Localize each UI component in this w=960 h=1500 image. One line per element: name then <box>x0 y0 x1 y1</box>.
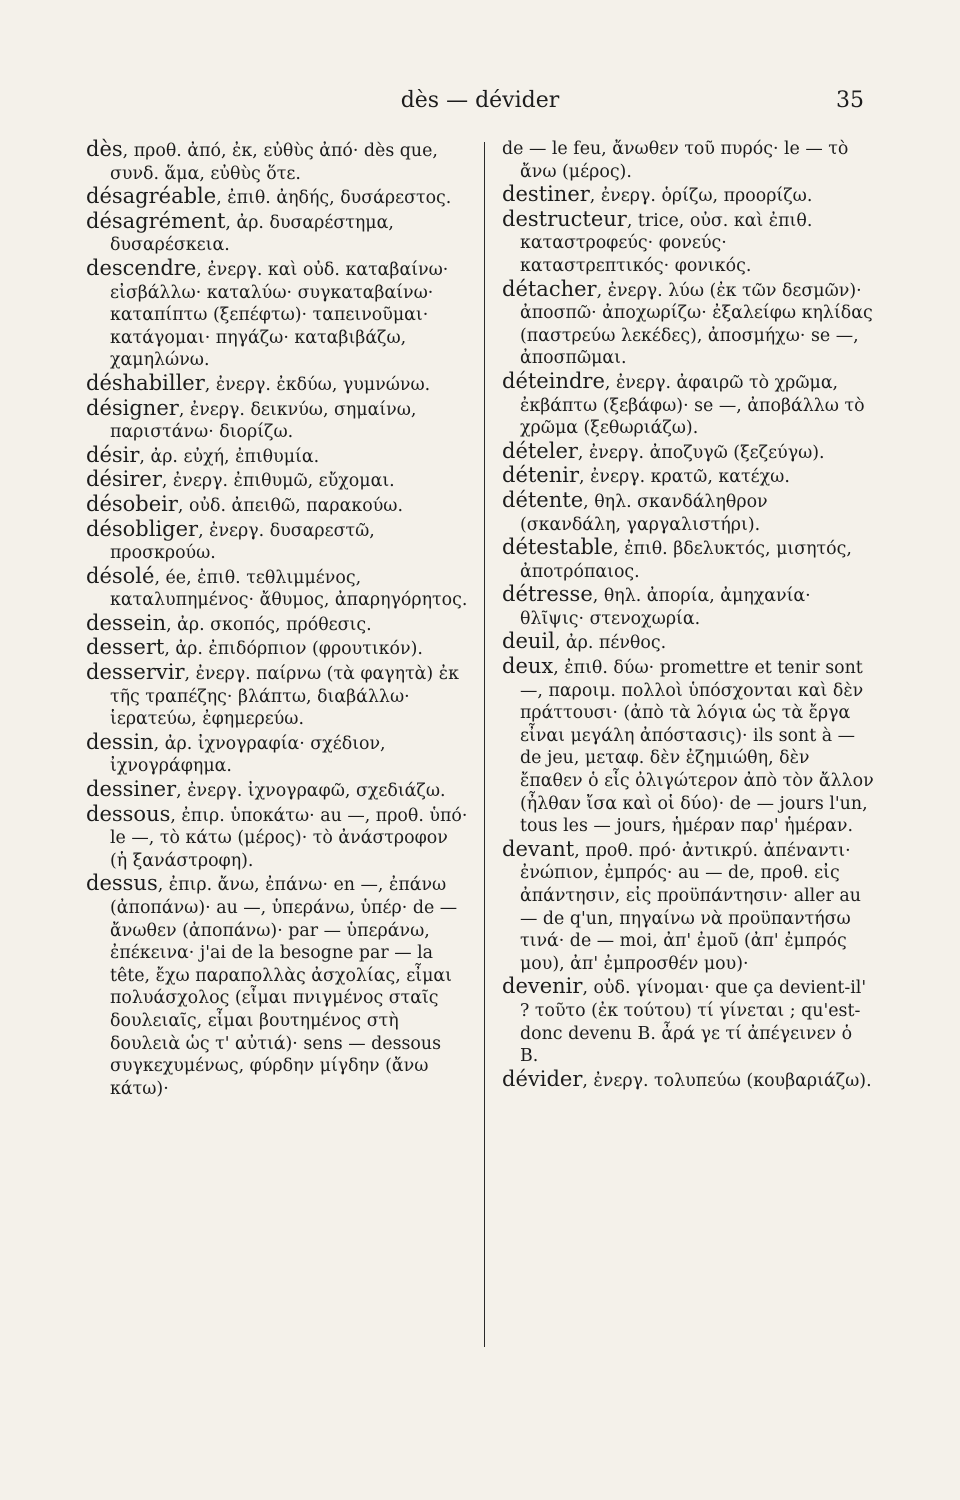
entry-headword: détacher <box>502 276 597 301</box>
entry-headword: dessein <box>86 610 167 635</box>
entry-headword: destiner <box>502 182 590 207</box>
entry-definition: , ἐνεργ. κρατῶ, κατέχω. <box>579 467 790 488</box>
entry-headword: desservir <box>86 660 185 685</box>
page-header <box>86 88 874 128</box>
dictionary-entry <box>86 778 468 803</box>
entry-headword: désobeir <box>86 491 178 516</box>
dictionary-entry <box>86 444 468 469</box>
entry-headword: dessus <box>86 871 158 896</box>
entry-headword: dessert <box>86 635 165 660</box>
running-title: dès — dévider <box>400 88 560 113</box>
dictionary-entry <box>502 464 874 489</box>
dictionary-entry <box>86 803 468 873</box>
dictionary-entry <box>502 489 874 536</box>
entry-headword: déteindre <box>502 368 605 393</box>
dictionary-entry <box>86 565 468 612</box>
dictionary-entry <box>502 183 874 208</box>
dictionary-entry <box>86 257 468 372</box>
dictionary-entry <box>86 210 468 257</box>
dictionary-entry <box>502 1068 874 1093</box>
entry-headword: devant <box>502 836 575 861</box>
dictionary-entry <box>86 731 468 778</box>
dictionary-entry <box>86 468 468 493</box>
entry-definition: , προθ. ἀπό, ἐκ, εὐθὺς ἀπό· dès que, συνδ. ἅμα, εὐθὺς ὅτε. <box>110 141 438 184</box>
entry-definition: , προθ. πρό· ἀντικρύ. ἀπέναντι· ἐνώπιον, ἐμπρός· au — de, προθ. εἰς ἀπάντησιν, εἰς προϋπάντησιν· aller au — de q'un, πηγαίνω νὰ προϋπαντήσω τινά· de — moi, ἀπ' ἐμοῦ (ἀπ' ἐμπρός μου), ἀπ' ἐμπροσθέν μου)· <box>520 840 861 974</box>
entry-definition: , trice, οὐσ. καὶ ἐπιθ. καταστροφεύς· φονεύς· καταστρεπτικός· φονικός. <box>520 210 813 276</box>
entry-definition: , ἀρ. πένθος. <box>554 633 667 654</box>
entry-definition: , ἐνεργ. λύω (ἐκ τῶν δεσμῶν)· ἀποσπῶ· ἀποχωρίζω· ἐξαλείφω κηλίδας (παστρεύω λεκέδες), ἀποσμήχω· se —, ἀποσπῶμαι. <box>520 280 873 369</box>
entry-definition: , θηλ. σκανδάληθρον (σκανδάλη, γαργαλιστήρι). <box>520 491 768 535</box>
entry-headword: détenir <box>502 463 580 488</box>
entry-headword: désobliger <box>86 516 199 541</box>
page-number: 35 <box>836 88 864 113</box>
entry-headword: désagréable <box>86 184 217 209</box>
entry-definition: , ἐνεργ. παίρνω (τὰ φαγητὰ) ἐκ τῆς τραπέζης· βλάπτω, διαβάλλω· ἱερατεύω, ἐφημερεύω. <box>110 664 459 730</box>
entry-headword: désirer <box>86 467 162 492</box>
dictionary-entry <box>86 636 468 661</box>
entry-definition: , ἐνεργ. δεικνύω, σημαίνω, παριστάνω· διορίζω. <box>110 399 417 443</box>
dictionary-entry <box>86 138 468 185</box>
dictionary-entry <box>86 493 468 518</box>
entry-headword: détente <box>502 487 584 512</box>
entry-definition: , ἐνεργ. ἰχνογραφῶ, σχεδιάζω. <box>176 781 446 802</box>
entry-definition: , ἐνεργ. ὁρίζω, προορίζω. <box>589 186 813 207</box>
entry-definition: , ἐνεργ. τολυπεύω (κουβαριάζω). <box>582 1070 872 1091</box>
entry-headword: détresse <box>502 582 593 607</box>
entry-definition: , ἐνεργ. ἐπιθυμῶ, εὔχομαι. <box>161 471 395 492</box>
entry-definition: , ἐπιθ. δύω· promettre et tenir sont —, παροιμ. πολλοὶ ὑπόσχονται καὶ δὲν πράττουσι· (ἀπὸ τὰ λόγια ὡς τὰ ἔργα εἶναι μεγάλη ἀπόστασις)· ils sont à — de jeu, μεταφ. δὲν ἐζημιώθη, δὲν ἔπαθεν ὁ εἷς ὀλιγώτερον ἀπὸ τὸν ἄλλον (ἦλθαν ἴσα καὶ οἱ δύο)· de — jours l'un, tous les — jours, ἡμέραν παρ' ἡμέραν. <box>520 658 874 837</box>
entry-headword: désir <box>86 442 140 467</box>
right-column <box>502 138 874 1347</box>
entry-definition: , ἐπιρ. ὑποκάτω· au —, προθ. ὑπό· le —, τὸ κάτω (μέρος)· τὸ ἀνάστροφον (ἡ ξανάστροφη). <box>110 805 468 871</box>
entry-headword: devenir <box>502 974 583 999</box>
entry-headword: désolé <box>86 563 155 588</box>
entry-definition: , ἐνεργ. καὶ οὐδ. καταβαίνω· εἰσβάλλω· καταλύω· συγκαταβαίνω· καταπίπτω (ξεπέφτω)· ταπεινοῦμαι· κατάγομαι· πηγάζω· καταβιβάζω, χαμηλώνω. <box>110 259 449 371</box>
column-divider <box>484 142 485 1347</box>
dictionary-entry <box>502 838 874 976</box>
entry-headword: deux <box>502 654 554 679</box>
dictionary-entry <box>502 583 874 630</box>
entry-headword: deuil <box>502 629 555 654</box>
entry-headword: désigner <box>86 395 179 420</box>
dictionary-entry <box>502 536 874 583</box>
dictionary-entry <box>502 138 874 183</box>
entry-definition: , ἐνεργ. ἀφαιρῶ τὸ χρῶμα, ἐκβάπτω (ξεβάφω)· se —, ἀποβάλλω τὸ χρῶμα (ξεθωριάζω). <box>520 372 865 439</box>
dictionary-entry <box>502 655 874 838</box>
entry-definition: de — le feu, ἄνωθεν τοῦ πυρός· le — τὸ ἄνω (μέρος). <box>502 139 849 182</box>
dictionary-entry <box>86 185 468 210</box>
dictionary-entry <box>502 630 874 655</box>
entry-definition: , ἀρ. σκοπός, πρόθεσις. <box>166 614 372 635</box>
dictionary-entry <box>86 612 468 637</box>
entry-definition: , ἐπιθ. βδελυκτός, μισητός, ἀποτρόπαιος. <box>520 539 852 582</box>
dictionary-entry <box>86 661 468 731</box>
dictionary-entry <box>502 440 874 465</box>
entry-headword: dévider <box>502 1066 583 1091</box>
entry-definition: , ἐνεργ. ἐκδύω, γυμνώνω. <box>204 374 431 395</box>
entry-definition: , ἀρ. ἰχνογραφία· σχέδιον, ἰχνογράφημα. <box>110 733 386 777</box>
left-column <box>86 138 468 1347</box>
entry-headword: désagrément <box>86 208 226 233</box>
entry-headword: dessiner <box>86 777 177 802</box>
entry-headword: dessous <box>86 801 171 826</box>
entry-headword: dételer <box>502 438 578 463</box>
entry-headword: déshabiller <box>86 370 205 395</box>
dictionary-entry <box>86 372 468 397</box>
entry-definition: , ἐπιθ. ἀηδής, δυσάρεστος. <box>216 188 452 209</box>
entry-definition: , ἐνεργ. ἀποζυγῶ (ξεζεύγω). <box>577 442 825 463</box>
dictionary-entry <box>86 872 468 1100</box>
dictionary-entry <box>86 397 468 444</box>
entry-headword: destructeur <box>502 206 627 231</box>
entry-headword: dès <box>86 137 123 161</box>
entry-headword: dessin <box>86 729 154 754</box>
entry-definition: , ἀρ. δυσαρέστημα, δυσαρέσκεια. <box>110 212 394 256</box>
entry-headword: détestable <box>502 535 614 560</box>
entry-headword: descendre <box>86 255 197 280</box>
entry-definition: , ἀρ. εὐχή, ἐπιθυμία. <box>139 446 320 467</box>
entry-definition: , ἐπιρ. ἄνω, ἐπάνω· en —, ἐπάνω (ἀποπάνω)· au —, ὑπεράνω, ὑπέρ· de — ἄνωθεν (ἀποπάνω)· par — ὑπεράνω, ἐπέκεινα· j'ai de la besogne par — la tête, ἔχω παραπολλὰς ἀσχολίας, εἶμαι πολυάσχολος (εἶμαι πνιγμένος σταῖς δουλειαῖς, εἶμαι βουτημένος στὴ δουλειὰ ὡς τ' αὐτιά)· sens — dessous συγκεχυμένως, φύρδην μίγδην (ἄνω κάτω)· <box>110 875 458 1099</box>
dictionary-entry <box>502 370 874 440</box>
entry-definition: , θηλ. ἀπορία, ἀμηχανία· θλῖψις· στενοχωρία. <box>520 586 811 629</box>
dictionary-entry <box>86 518 468 565</box>
entry-definition: , ée, ἐπιθ. τεθλιμμένος, καταλυπημένος· ἄθυμος, ἀπαρηγόρητος. <box>110 567 468 611</box>
entry-definition: , ἀρ. ἐπιδόρπιον (φρουτικόν). <box>164 639 423 660</box>
dictionary-entry <box>502 208 874 278</box>
entry-definition: , οὐδ. ἀπειθῶ, παρακούω. <box>177 495 404 516</box>
entry-definition: , ἐνεργ. δυσαρεστῶ, προσκρούω. <box>110 520 375 564</box>
entry-definition: , οὐδ. γίνομαι· que ça devient-il' ? τοῦτο (ἐκ τούτου) τί γίνεται ; qu'est-donc devenu B. ἆρά γε τί ἀπέγεινεν ὁ B. <box>520 978 867 1067</box>
dictionary-entry <box>502 975 874 1067</box>
dictionary-entry <box>502 278 874 370</box>
two-column-body <box>86 138 874 1347</box>
